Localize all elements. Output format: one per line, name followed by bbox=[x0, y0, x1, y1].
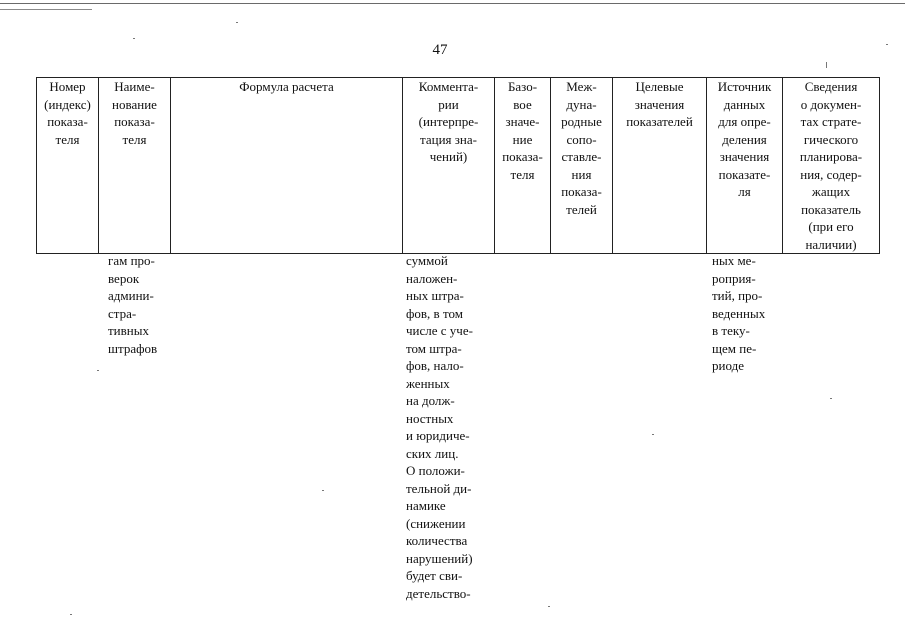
page-number: 47 bbox=[432, 42, 448, 58]
scan-speck bbox=[886, 44, 888, 45]
header-name: Наиме- нование показа- теля bbox=[99, 78, 171, 254]
scan-speck bbox=[70, 614, 72, 615]
scan-speck bbox=[97, 370, 99, 371]
scan-speck bbox=[133, 38, 135, 39]
scan-speck bbox=[826, 62, 827, 68]
indicator-table-header bbox=[36, 77, 880, 254]
scan-top-border bbox=[0, 3, 905, 4]
continuation-name-text: гам про- верок админи- стра- тивных штрафов bbox=[108, 253, 158, 356]
header-international: Меж- дуна- родные сопо- ставле- ния показа- телей bbox=[551, 78, 613, 254]
header-data-source: Источник данных для опре- деления значения показате- ля bbox=[707, 78, 783, 254]
header-target-values: Целевые значения показателей bbox=[613, 78, 707, 254]
header-strategic-docs: Сведения о докумен- тах страте- гического планирова- ния, содер- жащих показатель (при его наличии) bbox=[783, 78, 880, 254]
header-comments: Коммента- рии (интерпре- тация зна- чений) bbox=[403, 78, 495, 254]
scan-speck bbox=[548, 606, 550, 607]
scan-speck bbox=[652, 434, 654, 435]
continuation-comments-text: суммой наложен- ных штра- фов, в том числе с уче- том штра- фов, нало- женных на долж- ностных и юридиче- ских лиц. О положи- тельной ди- намике (снижении количества нарушений) будет сви- детельство- bbox=[406, 253, 473, 601]
continuation-source-text: ных ме- роприя- тий, про- веденных в теку- щем пе- риоде bbox=[712, 253, 766, 373]
scan-speck bbox=[830, 398, 832, 399]
header-formula: Формула расчета bbox=[171, 78, 403, 254]
scan-speck bbox=[236, 22, 238, 23]
scan-speck bbox=[322, 490, 324, 491]
header-base-value: Базо- вое значе- ние показа- теля bbox=[495, 78, 551, 254]
scan-top-mark bbox=[0, 9, 92, 10]
header-index: Номер (индекс) показа- теля bbox=[37, 78, 99, 254]
